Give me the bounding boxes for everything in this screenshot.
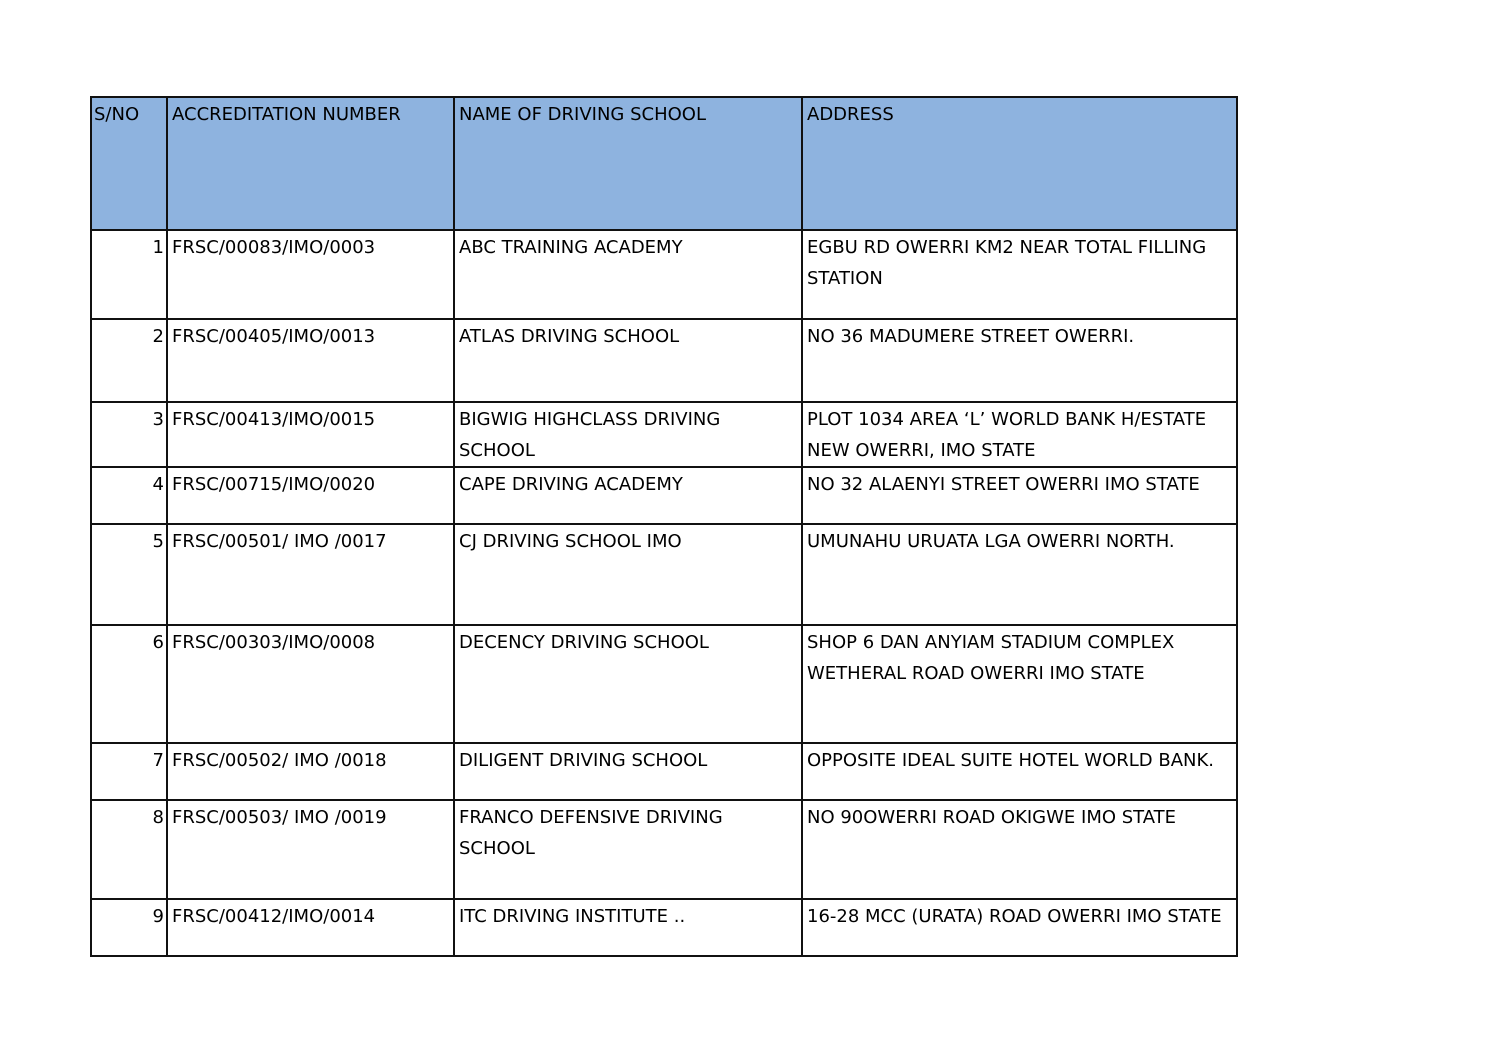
address-value: OPPOSITE IDEAL SUITE HOTEL WORLD BANK. bbox=[807, 750, 1215, 771]
cell-school-name bbox=[454, 230, 802, 319]
school-name-value: CAPE DRIVING ACADEMY bbox=[459, 474, 683, 495]
address-value: PLOT 1034 AREA ‘L’ WORLD BANK H/ESTATE NEW OWERRI, IMO STATE bbox=[807, 409, 1207, 461]
header-accreditation-label: ACCREDITATION NUMBER bbox=[172, 104, 401, 125]
header-row bbox=[91, 97, 1237, 230]
address-value: SHOP 6 DAN ANYIAM STADIUM COMPLEX WETHERAL ROAD OWERRI IMO STATE bbox=[807, 632, 1175, 684]
address-value: EGBU RD OWERRI KM2 NEAR TOTAL FILLING STATION bbox=[807, 237, 1207, 289]
school-name-value: BIGWIG HIGHCLASS DRIVING SCHOOL bbox=[459, 409, 721, 461]
cell-accreditation bbox=[167, 625, 454, 743]
accreditation-value: FRSC/00083/IMO/0003 bbox=[172, 237, 376, 258]
cell-sno bbox=[91, 467, 167, 524]
sno-value: 9 bbox=[152, 906, 164, 927]
accreditation-value: FRSC/00503/ IMO /0019 bbox=[172, 807, 387, 828]
accreditation-value: FRSC/00715/IMO/0020 bbox=[172, 474, 376, 495]
cell-accreditation bbox=[167, 467, 454, 524]
school-name-value: CJ DRIVING SCHOOL IMO bbox=[459, 531, 682, 552]
accreditation-value: FRSC/00413/IMO/0015 bbox=[172, 409, 376, 430]
cell-school-name bbox=[454, 319, 802, 402]
cell-sno bbox=[91, 402, 167, 467]
cell-address bbox=[802, 800, 1237, 899]
cell-sno bbox=[91, 319, 167, 402]
cell-sno bbox=[91, 625, 167, 743]
school-name-value: FRANCO DEFENSIVE DRIVING SCHOOL bbox=[459, 807, 723, 859]
cell-accreditation bbox=[167, 899, 454, 956]
cell-sno bbox=[91, 899, 167, 956]
cell-address bbox=[802, 319, 1237, 402]
cell-accreditation bbox=[167, 743, 454, 800]
header-sno bbox=[91, 97, 167, 230]
cell-accreditation bbox=[167, 230, 454, 319]
school-name-value: DILIGENT DRIVING SCHOOL bbox=[459, 750, 708, 771]
table-row bbox=[91, 899, 1237, 956]
cell-school-name bbox=[454, 402, 802, 467]
cell-address bbox=[802, 524, 1237, 625]
accreditation-value: FRSC/00502/ IMO /0018 bbox=[172, 750, 387, 771]
header-sno-label: S/NO bbox=[94, 104, 140, 125]
address-value: NO 32 ALAENYI STREET OWERRI IMO STATE bbox=[807, 474, 1200, 495]
accreditation-value: FRSC/00303/IMO/0008 bbox=[172, 632, 376, 653]
cell-accreditation bbox=[167, 524, 454, 625]
table-row bbox=[91, 524, 1237, 625]
table-row bbox=[91, 800, 1237, 899]
header-address-label: ADDRESS bbox=[807, 104, 894, 125]
table-row bbox=[91, 402, 1237, 467]
address-value: UMUNAHU URUATA LGA OWERRI NORTH. bbox=[807, 531, 1175, 552]
sno-value: 6 bbox=[152, 632, 164, 653]
table-header bbox=[91, 97, 1237, 230]
table-body bbox=[91, 230, 1237, 956]
cell-school-name bbox=[454, 467, 802, 524]
cell-sno bbox=[91, 743, 167, 800]
sno-value: 1 bbox=[152, 237, 164, 258]
header-school-name bbox=[454, 97, 802, 230]
cell-accreditation bbox=[167, 800, 454, 899]
table-row bbox=[91, 743, 1237, 800]
address-value: NO 36 MADUMERE STREET OWERRI. bbox=[807, 326, 1135, 347]
cell-address bbox=[802, 899, 1237, 956]
school-name-value: ATLAS DRIVING SCHOOL bbox=[459, 326, 680, 347]
sno-value: 3 bbox=[152, 409, 164, 430]
table-row bbox=[91, 230, 1237, 319]
table-row bbox=[91, 625, 1237, 743]
cell-accreditation bbox=[167, 402, 454, 467]
accreditation-value: FRSC/00412/IMO/0014 bbox=[172, 906, 376, 927]
cell-address bbox=[802, 625, 1237, 743]
cell-sno bbox=[91, 230, 167, 319]
sno-value: 8 bbox=[152, 807, 164, 828]
cell-school-name bbox=[454, 743, 802, 800]
cell-sno bbox=[91, 524, 167, 625]
cell-address bbox=[802, 230, 1237, 319]
header-accreditation bbox=[167, 97, 454, 230]
cell-school-name bbox=[454, 800, 802, 899]
sno-value: 5 bbox=[152, 531, 164, 552]
address-value: 16-28 MCC (URATA) ROAD OWERRI IMO STATE bbox=[807, 906, 1222, 927]
cell-accreditation bbox=[167, 319, 454, 402]
cell-address bbox=[802, 402, 1237, 467]
school-name-value: ABC TRAINING ACADEMY bbox=[459, 237, 683, 258]
sno-value: 7 bbox=[152, 750, 164, 771]
table-row bbox=[91, 467, 1237, 524]
sno-value: 2 bbox=[152, 326, 164, 347]
cell-school-name bbox=[454, 899, 802, 956]
header-school-name-label: NAME OF DRIVING SCHOOL bbox=[459, 104, 706, 125]
accreditation-value: FRSC/00501/ IMO /0017 bbox=[172, 531, 387, 552]
school-name-value: ITC DRIVING INSTITUTE .. bbox=[459, 906, 686, 927]
document-sheet bbox=[90, 96, 1236, 957]
cell-sno bbox=[91, 800, 167, 899]
cell-school-name bbox=[454, 524, 802, 625]
table-row bbox=[91, 319, 1237, 402]
address-value: NO 90OWERRI ROAD OKIGWE IMO STATE bbox=[807, 807, 1177, 828]
cell-school-name bbox=[454, 625, 802, 743]
cell-address bbox=[802, 743, 1237, 800]
driving-schools-table bbox=[90, 96, 1238, 957]
accreditation-value: FRSC/00405/IMO/0013 bbox=[172, 326, 376, 347]
school-name-value: DECENCY DRIVING SCHOOL bbox=[459, 632, 709, 653]
cell-address bbox=[802, 467, 1237, 524]
header-address bbox=[802, 97, 1237, 230]
sno-value: 4 bbox=[152, 474, 164, 495]
